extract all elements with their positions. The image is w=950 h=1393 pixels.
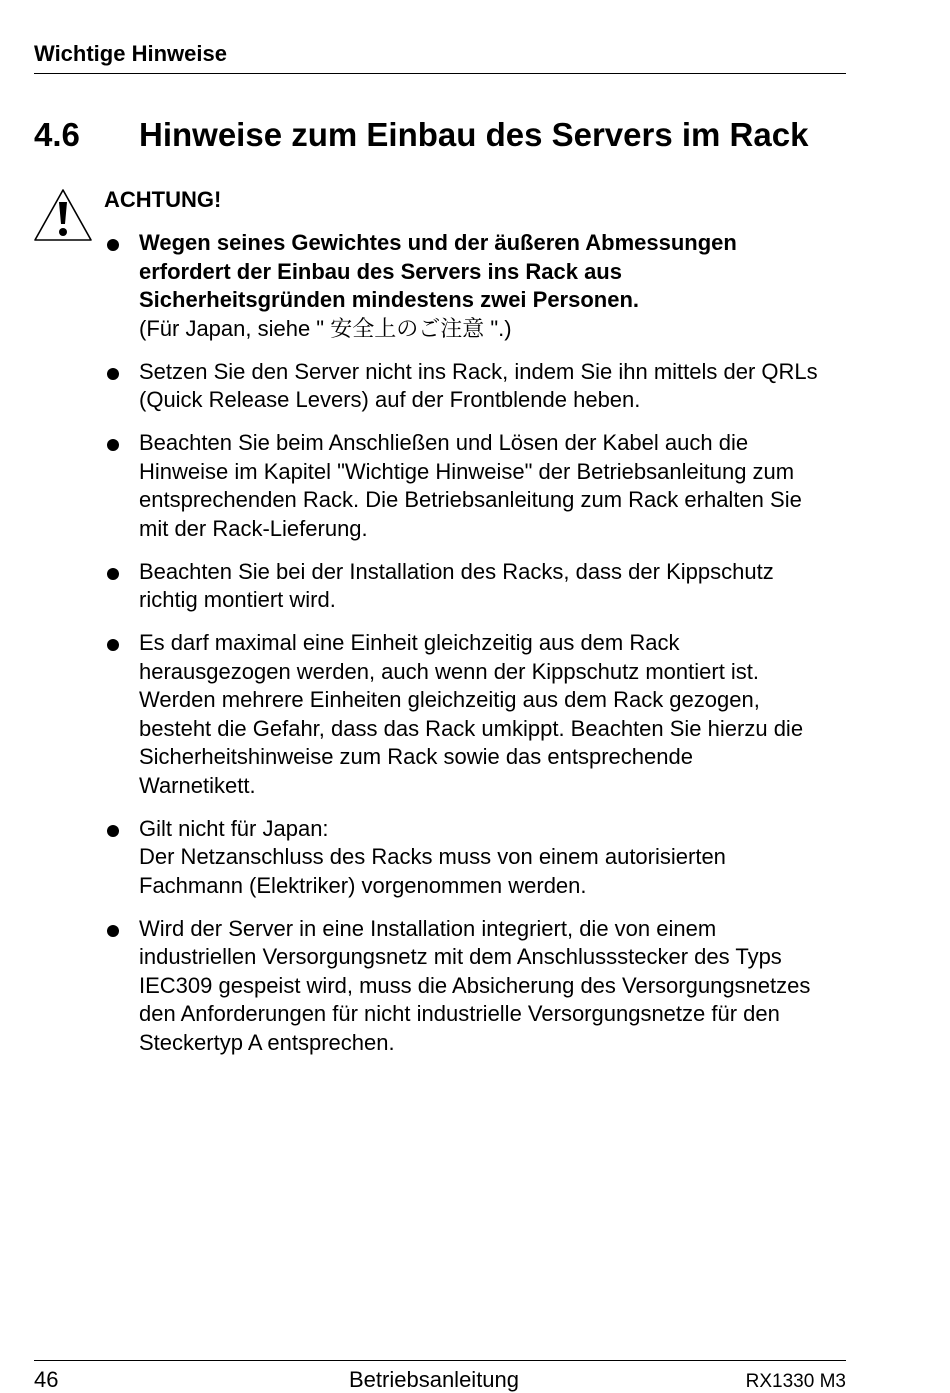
bullet-dot-icon <box>107 239 119 251</box>
bullet-line: Beachten Sie beim Anschließen und Lösen der Kabel auch die <box>139 430 749 455</box>
bullet-line: industriellen Versorgungsnetz mit dem Anschlussstecker des Typs <box>139 944 782 969</box>
bullet-line: richtig montiert wird. <box>139 587 336 612</box>
section-number: 4.6 <box>34 116 80 153</box>
list-item <box>104 429 849 543</box>
bullet-line: Sicherheitshinweise zum Rack sowie das entsprechende <box>139 744 693 769</box>
running-header: Wichtige Hinweise <box>34 41 227 66</box>
bullet-line: Der Netzanschluss des Racks muss von einem autorisierten <box>139 844 726 869</box>
bullet-line: entsprechenden Rack. Die Betriebsanleitung zum Rack erhalten Sie <box>139 487 802 512</box>
list-item <box>104 915 849 1058</box>
bullet-dot-icon <box>107 368 119 380</box>
bullet-line: Werden mehrere Einheiten gleichzeitig aus dem Rack gezogen, <box>139 687 760 712</box>
bullet-line: erfordert der Einbau des Servers ins Rack aus <box>139 258 622 284</box>
bullet-line: Warnetikett. <box>139 772 256 798</box>
bullet-dot-icon <box>107 925 119 937</box>
bullet-line: Beachten Sie bei der Installation des Racks, dass der Kippschutz <box>139 558 774 584</box>
bullet-line: Gilt nicht für Japan: <box>139 815 329 841</box>
section-title: Hinweise zum Einbau des Servers im Rack <box>139 116 809 153</box>
list-item <box>104 815 849 901</box>
footer-manual-title: Betriebsanleitung <box>349 1367 520 1392</box>
bullet-line: mit der Rack-Lieferung. <box>139 515 368 541</box>
bullet-line: (Quick Release Levers) auf der Frontblende heben. <box>139 387 641 412</box>
page-number: 46 <box>34 1367 59 1392</box>
bullet-line: Setzen Sie den Server nicht ins Rack, indem Sie ihn mittels der QRLs <box>139 358 818 384</box>
bullet-line: Sicherheitsgründen mindestens zwei Personen. <box>139 287 640 312</box>
bullet-line: (Für Japan, siehe " 安全上のご注意 ".) <box>139 315 512 341</box>
bullet-line: Wird der Server in eine Installation integriert, die von einem <box>139 915 717 941</box>
bullet-line: IEC309 gespeist wird, muss die Absicherung des Versorgungsnetzes <box>139 972 811 998</box>
list-item <box>104 358 849 415</box>
list-item <box>104 229 849 343</box>
bullet-line: Hinweise im Kapitel "Wichtige Hinweise" der Betriebsanleitung zum <box>139 458 795 484</box>
bullet-line: Steckertyp A entsprechen. <box>139 1029 395 1055</box>
bullet-dot-icon <box>107 568 119 580</box>
bullet-dot-icon <box>107 825 119 837</box>
warning-triangle-icon <box>33 187 95 245</box>
bullet-dot-icon <box>107 439 119 451</box>
bullet-line: den Anforderungen für nicht industrielle Versorgungsnetze für den <box>139 1001 780 1026</box>
list-item <box>104 629 849 800</box>
footer-model: RX1330 M3 <box>745 1371 846 1392</box>
warning-label: ACHTUNG! <box>104 187 222 212</box>
bullet-dot-icon <box>107 639 119 651</box>
bullet-line: Es darf maximal eine Einheit gleichzeitig aus dem Rack <box>139 630 680 655</box>
warning-bullet-list <box>104 229 849 1072</box>
bullet-line: herausgezogen werden, auch wenn der Kippschutz montiert ist. <box>139 658 760 684</box>
bullet-line: Wegen seines Gewichtes und der äußeren Abmessungen <box>139 230 737 255</box>
header-divider <box>34 73 846 74</box>
bullet-line: Fachmann (Elektriker) vorgenommen werden. <box>139 872 587 898</box>
footer-divider <box>34 1360 846 1361</box>
bullet-line: besteht die Gefahr, dass das Rack umkippt. Beachten Sie hierzu die <box>139 715 804 741</box>
list-item <box>104 558 849 615</box>
